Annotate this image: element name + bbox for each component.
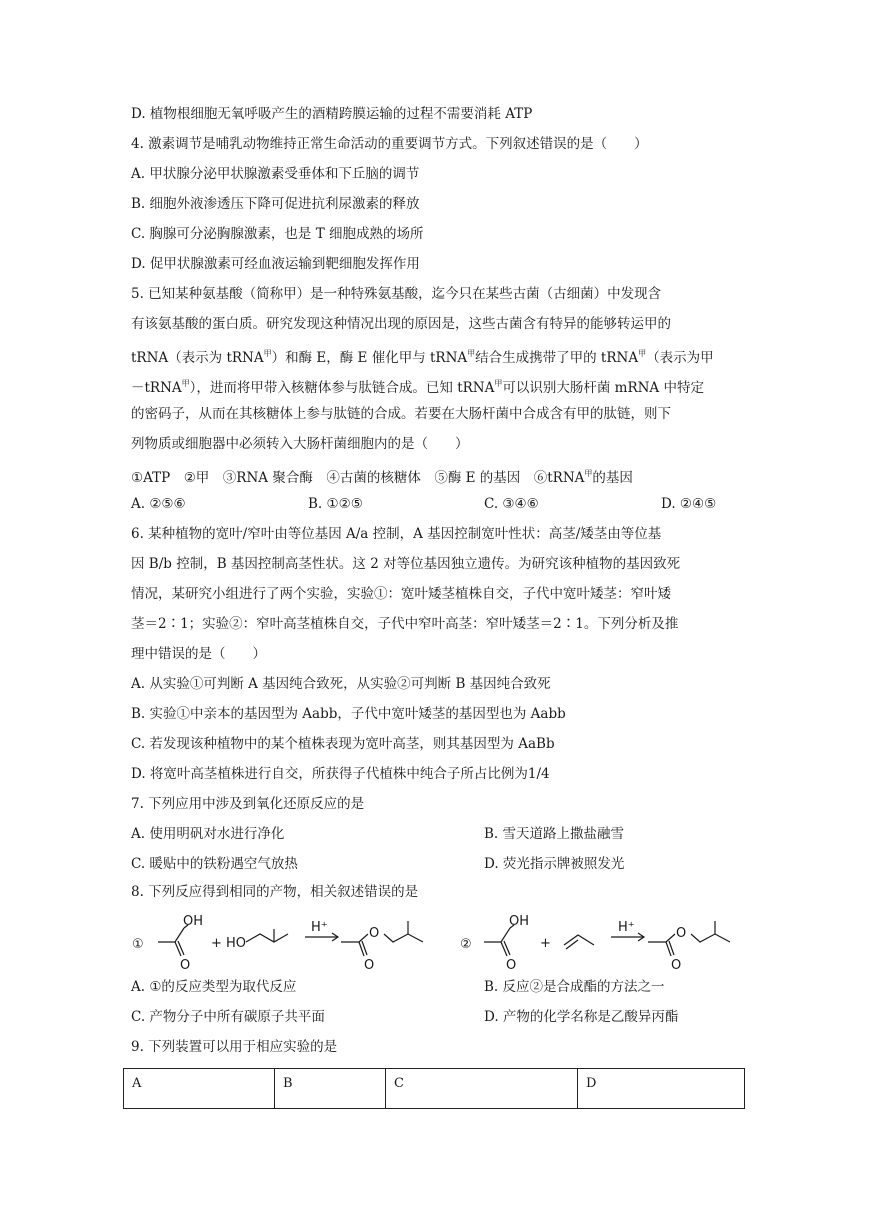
q8-option-c: C. 产物分子中所有碳原子共平面: [131, 1009, 325, 1025]
q5-option-b: B. ①②⑤: [308, 496, 363, 512]
reaction-2-scheme: [456, 905, 756, 975]
catalyst-label-2: H⁺: [618, 920, 635, 935]
q6-option-c: C. 若发现该种植物中的某个植株表现为宽叶高茎，则其基因型为 AaBb: [131, 736, 555, 752]
carbonyl-o-label-2: O: [364, 958, 375, 973]
table-header-d: D: [586, 1076, 597, 1091]
reaction-1-scheme: [128, 905, 448, 975]
q4-option-c: C. 胸腺可分泌胸腺激素，也是 T 细胞成熟的场所: [131, 226, 424, 242]
q5-option-a: A. ②⑤⑥: [131, 496, 186, 512]
table-header-c: C: [386, 1069, 578, 1108]
q4-option-a: A. 甲状腺分泌甲状腺激素受垂体和下丘脑的调节: [131, 166, 420, 182]
q8-reaction-schemes: [128, 905, 748, 975]
oh-label-1: OH: [183, 914, 204, 929]
q6-stem-line5: 理中错误的是（ ）: [131, 646, 266, 662]
q7-option-b: B. 雪天道路上撒盐融雪: [484, 826, 625, 842]
q5-stem-line3: tRNA（表示为 tRNA$^甲$）和酶 E，酶 E 催化甲与 tRNA$^甲$结合生成携带了甲的 tRNA$^甲$（表示为甲: [131, 349, 714, 366]
table-header-a: A: [124, 1069, 275, 1108]
q6-option-b: B. 实验①中亲本的基因型为 Aabb，子代中宽叶矮茎的基因型也为 Aabb: [131, 706, 566, 722]
ho-label: HO: [226, 936, 247, 951]
catalyst-label-1: H⁺: [311, 920, 328, 935]
q5-stem-line1: 5. 已知某种氨基酸（简称甲）是一种特殊氨基酸，迄今只在某些古菌（古细菌）中发现含: [131, 286, 662, 302]
q9-apparatus-table: [123, 1068, 745, 1109]
ester-o-label-1: O: [369, 926, 380, 941]
table-header-b: B: [275, 1069, 386, 1108]
q8-option-a: A. ①的反应类型为取代反应: [131, 979, 297, 995]
q8-stem: 8. 下列反应得到相同的产物，相关叙述错误的是: [131, 884, 419, 900]
q4-option-d: D. 促甲状腺激素可经血液运输到靶细胞发挥作用: [131, 256, 420, 272]
q7-option-d: D. 荧光指示牌被照发光: [484, 856, 625, 872]
q5-stem-line5: 的密码子，从而在其核糖体上参与肽链的合成。若要在大肠杆菌中合成含有甲的肽链，则下: [131, 406, 671, 422]
q6-stem-line3: 情况，某研究小组进行了两个实验，实验①：宽叶矮茎植株自交，子代中宽叶矮茎：窄叶矮: [131, 586, 671, 602]
reaction-2-label: ②: [460, 937, 472, 952]
ester-o-label-2: O: [676, 926, 687, 941]
q7-option-a: A. 使用明矾对水进行净化: [131, 826, 285, 842]
carbonyl-o-label-3: O: [506, 958, 517, 973]
q9-stem: 9. 下列装置可以用于相应实验的是: [131, 1039, 338, 1055]
carbonyl-o-label-4: O: [671, 958, 682, 973]
reaction-1-label: ①: [132, 937, 144, 952]
q5-option-c: C. ③④⑥: [484, 496, 539, 512]
q5-stem-line6: 列物质或细胞器中必须转入大肠杆菌细胞内的是（ ）: [131, 436, 469, 452]
q5-stem-line2: 有该氨基酸的蛋白质。研究发现这种情况出现的原因是，这些古菌含有特异的能够转运甲的: [131, 316, 671, 332]
q7-option-c: C. 暖贴中的铁粉遇空气放热: [131, 856, 298, 872]
q6-stem-line4: 茎＝2∶1；实验②：窄叶高茎植株自交，子代中窄叶高茎：窄叶矮茎＝2∶1。下列分析及推: [131, 616, 679, 632]
q5-option-d: D. ②④⑤: [661, 496, 717, 512]
plus-sign-2: +: [540, 936, 551, 951]
q7-stem: 7. 下列应用中涉及到氧化还原反应的是: [131, 796, 365, 812]
carbonyl-o-label-1: O: [180, 958, 191, 973]
q4-option-b: B. 细胞外液渗透压下降可促进抗利尿激素的释放: [131, 196, 420, 212]
oh-label-2: OH: [509, 914, 530, 929]
q5-items: ①ATP ②甲 ③RNA 聚合酶 ④古菌的核糖体 ⑤酶 E 的基因 ⑥tRNA$^甲$的基因: [131, 469, 633, 486]
q6-option-a: A. 从实验①可判断 A 基因纯合致死，从实验②可判断 B 基因纯合致死: [131, 676, 551, 692]
q4-stem: 4. 激素调节是哺乳动物维持正常生命活动的重要调节方式。下列叙述错误的是（ ）: [131, 136, 648, 152]
q6-stem-line1: 6. 某种植物的宽叶/窄叶由等位基因 A/a 控制，A 基因控制宽叶性状：高茎/矮茎由等位基: [131, 526, 662, 542]
q3-option-d: D. 植物根细胞无氧呼吸产生的酒精跨膜运输的过程不需要消耗 ATP: [131, 106, 533, 122]
plus-sign-1: +: [211, 936, 222, 951]
q8-option-d: D. 产物的化学名称是乙酸异丙酯: [484, 1009, 679, 1025]
q6-option-d: D. 将宽叶高茎植株进行自交，所获得子代植株中纯合子所占比例为1/4: [131, 766, 550, 782]
q6-stem-line2: 因 B/b 控制，B 基因控制高茎性状。这 2 对等位基因独立遗传。为研究该种植物的基因致死: [131, 556, 681, 572]
q8-option-b: B. 反应②是合成酯的方法之一: [484, 979, 665, 995]
q5-stem-line4: －tRNA$^甲$），进而将甲带入核糖体参与肽链合成。已知 tRNA$^甲$可以识别大肠杆菌 mRNA 中特定: [131, 379, 704, 396]
